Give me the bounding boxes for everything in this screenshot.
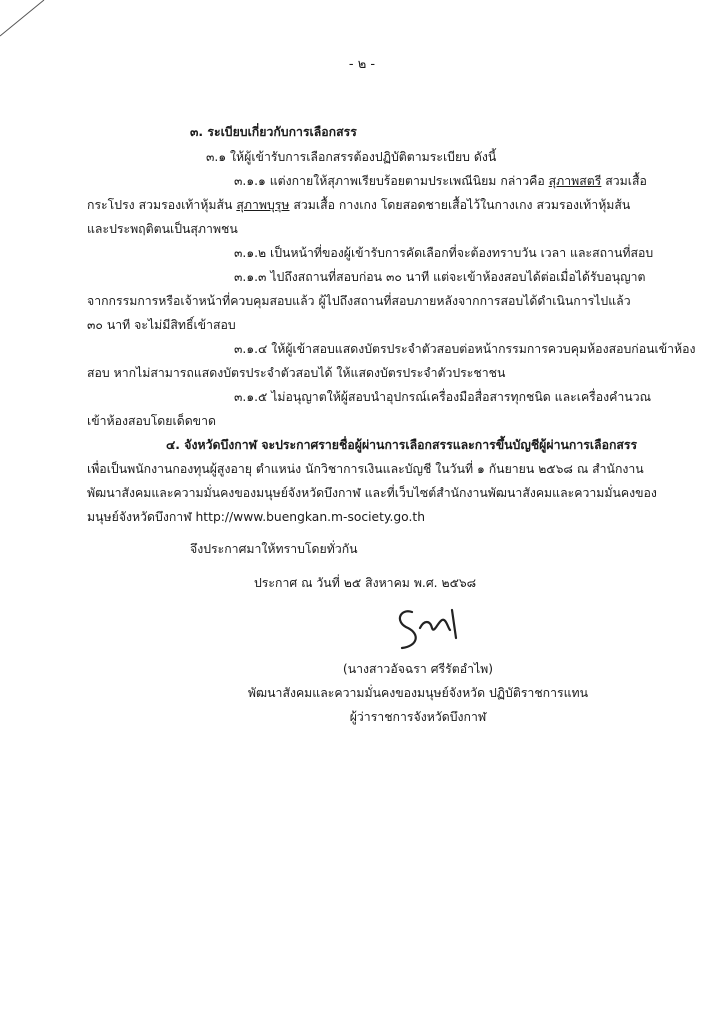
item-3-1-3-line3: ๓๐ นาที จะไม่มีสิทธิ์เข้าสอบ: [87, 318, 236, 332]
item-3-1-3-line1: ๓.๑.๓ ไปถึงสถานที่สอบก่อน ๓๐ นาที แต่จะเข้าห้องสอบได้ต่อเมื่อได้รับอนุญาต: [234, 270, 646, 284]
date-line: ประกาศ ณ วันที่ ๒๕ สิงหาคม พ.ศ. ๒๕๖๘: [254, 576, 477, 590]
section-4-heading: ๔. จังหวัดบึงกาฬ จะประกาศรายชื่อผู้ผ่านการเลือกสรรและการขึ้นบัญชีผู้ผ่านการเลือกสรร: [166, 438, 638, 452]
male-label: สุภาพบุรุษ: [236, 198, 290, 212]
signer-name: (นางสาวอัจฉรา ศรีรัตอำไพ): [342, 662, 494, 676]
scan-corner-mark: [0, 0, 60, 60]
signer-position-2: ผู้ว่าราชการจังหวัดบึงกาฬ: [349, 710, 487, 724]
item-3-1-5-line1: ๓.๑.๕ ไม่อนุญาตให้ผู้สอบนำอุปกรณ์เครื่องมือสื่อสารทุกชนิด และเครื่องคำนวณ: [234, 390, 652, 404]
date-day: ๒๕: [343, 576, 362, 590]
item-3-1-2: ๓.๑.๒ เป็นหน้าที่ของผู้เข้ารับการคัดเลือกที่จะต้องทราบวัน เวลา และสถานที่สอบ: [234, 246, 654, 260]
item-3-1-1-line3: และประพฤติตนเป็นสุภาพชน: [87, 222, 238, 236]
item-3-1: ๓.๑ ให้ผู้เข้ารับการเลือกสรรต้องปฏิบัติตามระเบียบ ดังนี้: [206, 150, 497, 164]
item-3-1-1-line2: กระโปรง สวมรองเท้าหุ้มส้น สุภาพบุรุษ สวมเสื้อ กางเกง โดยสอดชายเสื้อไว้ในกางเกง สวมรองเท้าหุ้มส้น: [87, 198, 631, 212]
item-3-1-3-line2: จากกรรมการหรือเจ้าหน้าที่ควบคุมสอบแล้ว ผู้ไปถึงสถานที่สอบภายหลังจากการสอบได้ดำเนินการไปแล้ว: [87, 294, 631, 308]
section-4-line4: มนุษย์จังหวัดบึงกาฬ http://www.buengkan.m-society.go.th: [87, 510, 426, 524]
item-3-1-5-line2: เข้าห้องสอบโดยเด็ดขาด: [87, 414, 216, 428]
item-3-1-4-line1: ๓.๑.๔ ให้ผู้เข้าสอบแสดงบัตรประจำตัวสอบต่อหน้ากรรมการควบคุมห้องสอบก่อนเข้าห้อง: [234, 342, 696, 356]
item-3-1-4-line2: สอบ หากไม่สามารถแสดงบัตรประจำตัวสอบได้ ให้แสดงบัตรประจำตัวประชาชน: [87, 366, 506, 380]
signer-position-1: พัฒนาสังคมและความมั่นคงของมนุษย์จังหวัด ปฏิบัติราชการแทน: [247, 686, 589, 700]
item-3-1-1-line1: ๓.๑.๑ แต่งกายให้สุภาพเรียบร้อยตามประเพณีนิยม กล่าวคือ สุภาพสตรี สวมเสื้อ: [234, 174, 647, 188]
announcement-line: จึงประกาศมาให้ทราบโดยทั่วกัน: [190, 542, 358, 556]
section-3-heading: ๓. ระเบียบเกี่ยวกับการเลือกสรร: [190, 125, 357, 139]
signature: [390, 598, 480, 658]
section-4-line3: พัฒนาสังคมและความมั่นคงของมนุษย์จังหวัดบึงกาฬ และที่เว็บไซต์สำนักงานพัฒนาสังคมและความมั่นคงของ: [87, 486, 657, 500]
section-4-line2: เพื่อเป็นพนักงานกองทุนผู้สูงอายุ ตำแหน่ง นักวิชาการเงินและบัญชี ในวันที่ ๑ กันยายน ๒๕๖๘ ณ สำนักงาน: [87, 462, 644, 476]
page-number: - ๒ -: [348, 57, 376, 72]
female-label: สุภาพสตรี: [548, 174, 602, 188]
